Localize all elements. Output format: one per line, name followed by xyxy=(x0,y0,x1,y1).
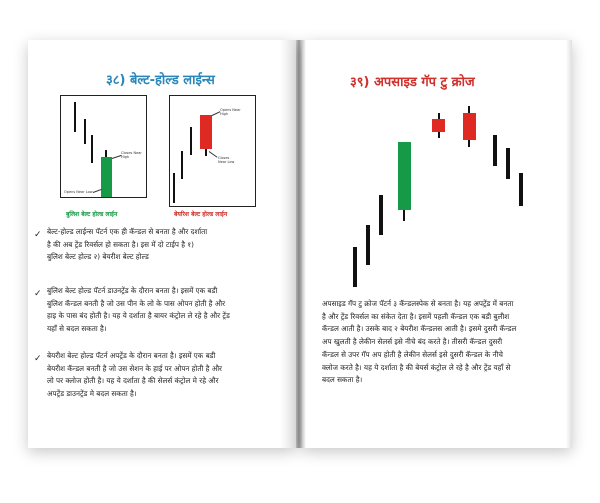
downtrend-bar-3 xyxy=(91,135,93,163)
label-closes-near-low: Closes Near Low xyxy=(218,156,235,164)
label-opens-near-high: Opens Near High xyxy=(220,108,241,116)
bullet-paragraph-2 xyxy=(47,285,292,335)
text-line: बेल्ट-होल्ड लाईन्स पॅटर्न एक ही कॅन्डल से बनता है और दर्शाता xyxy=(47,227,208,236)
check-icon: ✓ xyxy=(34,289,42,299)
bearish-wick xyxy=(205,149,207,156)
downtrend-bar-2 xyxy=(506,148,510,179)
uptrend-bar-1 xyxy=(353,247,357,287)
bullish-candle-body xyxy=(101,157,112,197)
bearish-belt-hold-chart xyxy=(169,95,256,207)
text-line: कॅन्डल से उपर गॅप अप होती है लेकीन सेलर्स इसे दुसरी कॅन्डल के नीचे xyxy=(322,349,503,359)
bearish-candle-body xyxy=(200,115,212,149)
bullet-paragraph-1 xyxy=(47,226,292,264)
uptrend-bar-3 xyxy=(190,127,192,155)
bullish-candle-body xyxy=(398,142,411,210)
bullet-paragraph-3 xyxy=(47,350,292,400)
text-line: बेयरीश बेल्ट होल्ड पॅटर्न अपट्रेंड के दौरान बनता है। इसमें एक बडी xyxy=(47,351,216,360)
downtrend-bar-1 xyxy=(493,135,497,166)
bearish-wick-2b xyxy=(468,140,470,147)
left-page xyxy=(28,40,296,448)
text-line: बुलिश बेल्ट होल्ड पॅटर्न डाउनट्रेंड के दौरान बनता है। इसमें एक बडी xyxy=(47,286,218,295)
upside-gap-chart xyxy=(302,40,572,300)
text-line: लो पर क्लोज होती है। यह ये दर्शाता है की सेलर्स कंट्रोल मे रहे और xyxy=(47,376,219,385)
text-line: कॅन्डल आती है। उसके बाद २ बेयरीश कॅन्डलस आती है। इसमे दुसरी कॅन्डल xyxy=(322,324,517,334)
downtrend-bar-3 xyxy=(519,173,523,206)
page-title-belt-hold: ३८) बेल्ट-होल्ड लाईन्स xyxy=(106,73,215,88)
right-page xyxy=(302,40,572,448)
uptrend-bar-1 xyxy=(173,173,175,203)
bearish-candle-1-body xyxy=(432,119,445,132)
text-line: बुलिश कॅन्डल बनती है जो उस पीन के लो के पास ओपन होती है और xyxy=(47,298,226,308)
check-icon: ✓ xyxy=(34,230,42,240)
text-line: क्लोज करते है। यह ये दर्शाता है की बेयर्स कंट्रोल ले रहे है और ट्रेंड यहाँ से xyxy=(322,362,511,372)
text-line: है और ट्रेंड रिवर्सल का संकेत देता है। इसमें पहली कॅन्डल एक बडी बुलीश xyxy=(322,311,510,321)
bearish-candle-2-body xyxy=(463,113,476,140)
text-line: हाइ के पास बंद होती है। यह ये दर्शाता है बायर कंट्रोल ले रहे है और ट्रेंड xyxy=(47,311,230,320)
bullish-belt-hold-chart xyxy=(60,95,147,198)
uptrend-bar-2 xyxy=(366,225,370,265)
uptrend-bar-2 xyxy=(181,151,183,179)
label-closes-near-high: Closes Near High xyxy=(121,151,142,159)
downtrend-bar-2 xyxy=(84,119,86,144)
downtrend-bar-1 xyxy=(74,102,76,132)
text-line: यहाँ से बदल सकता है। xyxy=(47,323,107,333)
bullish-caption: बुलिश बेल्ट होल्ड लाईन xyxy=(66,211,118,218)
uptrend-bar-3 xyxy=(379,195,383,235)
description-paragraph xyxy=(322,298,570,387)
bearish-wick-1b xyxy=(438,132,440,138)
text-line: अपसाइड गॅप टु क्रोज पॅटर्न ३ कॅन्डलस्पेक से बनता है। यह अपट्रेंड में बनता xyxy=(322,299,514,308)
page-title-upside-gap: ३९) अपसाइड गॅप टु क्रोज xyxy=(350,75,475,90)
check-icon: ✓ xyxy=(34,354,42,364)
leader-line xyxy=(209,151,218,158)
text-line: बुलिश बेल्ट होल्ड २) बेयरीश बेल्ट होल्ड xyxy=(47,252,149,261)
bearish-caption: बेयरिश बेल्ट होल्ड लाईन xyxy=(174,211,228,218)
bearish-wick-2 xyxy=(468,106,470,113)
label-opens-near-low: Opens Near Low xyxy=(64,190,93,194)
text-line: अपट्रेंड डाउनट्रेंड मे बदल सकता है। xyxy=(47,388,137,398)
text-line: अप खुलती है लेकीन सेलर्स इसे नीचे बंद करते है। तीसरी कॅन्डल दुसरी xyxy=(322,337,503,347)
text-line: बेयरीश कॅन्डल बनती है जो उस सेशन के हाई पर ओपन होती है और xyxy=(47,363,222,373)
bullish-wick xyxy=(403,210,405,221)
text-line: है की अब ट्रेंड रिवर्सल हो सकता है। इस में दो टाईप है १) xyxy=(47,239,194,249)
text-line: बदल सकता है। xyxy=(322,375,363,385)
